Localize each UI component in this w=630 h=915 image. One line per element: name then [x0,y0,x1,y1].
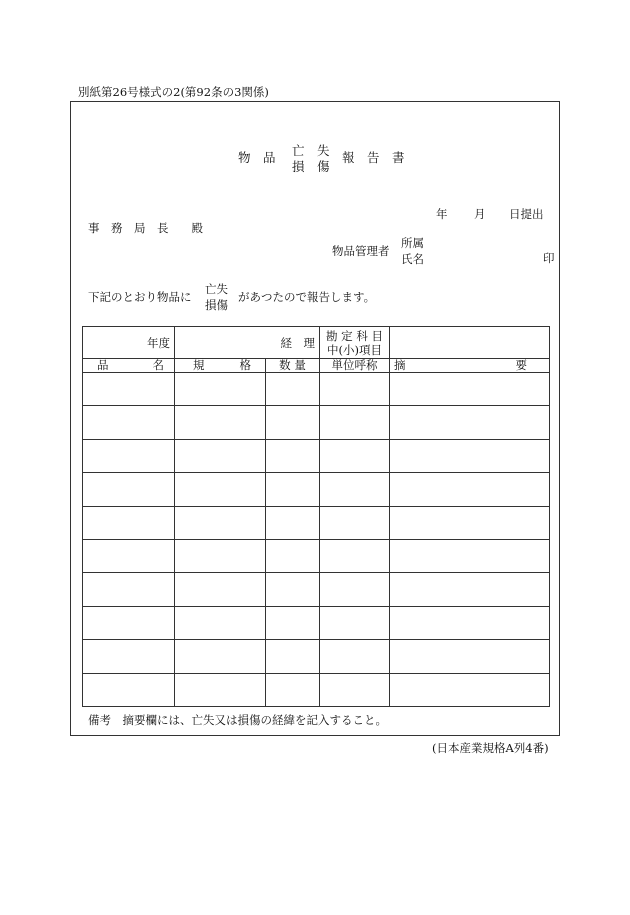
table-row [83,506,550,539]
table-cell[interactable] [320,406,390,439]
date-month: 月 [474,207,486,221]
seal-mark: 印 [543,251,555,265]
table-row [83,406,550,439]
table-cell[interactable] [83,373,175,406]
table-cell[interactable] [83,606,175,639]
statement-after: があつたので報告します。 [238,290,376,304]
table-cell[interactable] [266,673,320,706]
accounting-cell: 経 理 [175,327,320,359]
table-cell[interactable] [320,606,390,639]
table-cell[interactable] [266,539,320,572]
table-cell[interactable] [175,506,266,539]
table-cell[interactable] [390,406,550,439]
table-cell[interactable] [266,640,320,673]
table-cell[interactable] [390,640,550,673]
table-cell[interactable] [83,573,175,606]
note: 備考 摘要欄には、亡失又は損傷の経緯を記入すること。 [88,713,387,727]
table-cell[interactable] [266,473,320,506]
date-day-submitted: 日提出 [509,207,544,221]
table-cell[interactable] [175,373,266,406]
table-cell[interactable] [320,640,390,673]
table-cell[interactable] [266,439,320,472]
paper-standard: (日本産業規格A列4番) [432,741,549,755]
title-option-lost: 亡 失 [292,143,330,158]
table-cell[interactable] [320,506,390,539]
table-cell[interactable] [320,673,390,706]
table-cell[interactable] [83,406,175,439]
table-row [83,606,550,639]
table-row [83,439,550,472]
table-row [83,573,550,606]
table-cell[interactable] [175,640,266,673]
col-unit-name: 単位呼称 [320,359,390,373]
table-cell[interactable] [390,373,550,406]
account-value-cell[interactable] [390,327,550,359]
table-row [83,473,550,506]
table-cell[interactable] [83,506,175,539]
table-cell[interactable] [390,539,550,572]
title-suffix: 報 告 書 [342,150,405,165]
table-cell[interactable] [266,373,320,406]
item-table [82,326,550,707]
title-prefix: 物 品 [238,150,276,165]
table-cell[interactable] [175,673,266,706]
manager-affiliation: 所属 [401,236,424,250]
table-cell[interactable] [175,406,266,439]
table-cell[interactable] [320,439,390,472]
fiscal-year-cell: 年度 [83,327,175,359]
table-cell[interactable] [266,506,320,539]
table-cell[interactable] [175,606,266,639]
table-cell[interactable] [320,473,390,506]
table-cell[interactable] [83,673,175,706]
manager-label: 物品管理者 [332,244,390,258]
form-reference: 別紙第26号様式の2(第92条の3関係) [78,85,269,99]
table-cell[interactable] [390,606,550,639]
title-option-damaged: 損 傷 [292,159,330,174]
table-cell[interactable] [390,673,550,706]
col-quantity: 数 量 [266,359,320,373]
table-cell[interactable] [390,573,550,606]
statement-option-damaged: 損傷 [205,298,228,312]
table-cell[interactable] [175,539,266,572]
table-row [83,373,550,406]
table-cell[interactable] [266,406,320,439]
table-row [83,539,550,572]
manager-name: 氏名 [401,252,424,266]
table-cell[interactable] [266,606,320,639]
statement-option-lost: 亡失 [205,282,228,296]
table-cell[interactable] [175,439,266,472]
statement-before: 下記のとおり物品に [88,290,192,304]
table-row [83,640,550,673]
table-cell[interactable] [320,539,390,572]
table-cell[interactable] [320,373,390,406]
table-cell[interactable] [175,573,266,606]
col-item-name: 品 名 [83,359,175,373]
table-cell[interactable] [320,573,390,606]
addressee: 事 務 局 長 殿 [88,221,203,235]
table-cell[interactable] [83,439,175,472]
table-cell[interactable] [83,640,175,673]
table-cell[interactable] [83,473,175,506]
table-cell[interactable] [390,473,550,506]
table-row [83,673,550,706]
table-cell[interactable] [175,473,266,506]
table-cell[interactable] [390,506,550,539]
table-cell[interactable] [266,573,320,606]
table-body [83,373,550,707]
table-cell[interactable] [390,439,550,472]
col-spec: 規 格 [175,359,266,373]
account-item-cell: 勘 定 科 目 中(小)項目 [320,327,390,359]
col-remarks: 摘 要 [390,359,550,373]
date-year: 年 [436,207,448,221]
table-cell[interactable] [83,539,175,572]
